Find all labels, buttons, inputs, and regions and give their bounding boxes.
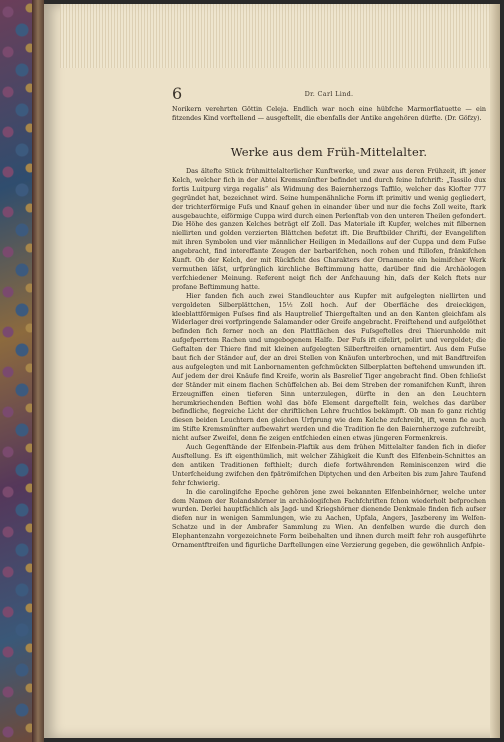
intro-paragraph: Norikern verehrten Göttin Celeja. Endlich war noch eine hübfche Marmorflatuette — ein fitzendes Kind vorftellend — ausgeftellt, die ebenfalls der Antike angehören dürfte. (Dr. Göfzy). (172, 105, 486, 122)
page-header (172, 86, 486, 102)
binding-spine-edge (32, 0, 44, 742)
page-stack-edges (60, 4, 496, 68)
paragraph-elfenbein: Auch Gegenftände der Elfenbein-Plaftik aus dem frühen Mittelalter fanden fich in diefer Ausftellung. Es ift eigenthümlich, mit welcher Zähigkeit die Kunft des Elfenbein-Schnittes an den antiken Traditionen fefthielt; durch diefe fortwährenden Reminiscenzen wird die Unterfcheidung zwifchen den fpätrömifchen Diptychen und den Arbeiten bis zum Jahre Taufend fehr fchwierig. (172, 443, 486, 487)
section-title: Werke aus dem Früh-Mittelalter. (230, 145, 428, 159)
paragraph-kelch: Das ältefte Stück frühmittelalterlicher Kunftwerke, und zwar aus deren Frühzeit, ift jener Kelch, welcher fich in der Abtei Kremsmünfter befindet und durch feine Infchrift: „Tassilo dux fortis Luitpurg virga regalis“ als Widmung des Baiernherzogs Taffilo, welcher das Klofter 777 gegründet hat, bezeichnet wird. Seine humpenähnliche Form ift primitiv und wenig gegliedert, der trichterförmige Fuſs und Knauf gehen in einander über und nur die fechs Zoll weite, ftark ausgebauchte, eiförmige Cuppa wird durch einen Perlenftab von den unteren Theilen gefondert. Die Höhe des ganzen Kelches beträgt elf Zoll. Das Materiale ift Kupfer, welches mit filbernen niellirten und golden verzierten Blättchen befetzt ift. Die Bruftbilder Chrifti, der Evangeliften mit ihren Symbolen und vier männlicher Heiligen in Medaillons auf der Cuppa und dem Fuſse angebracht, find intereffante Zeugen der barbarifchen, noch rohen und ftillofen, fränkifchen Kunft. Ob der Kelch, der mit Rückficht des Charakters der Ornamente ein heimifcher Werk vermuthen läſst, urfprünglich kirchliche Beftimmung hatte, darüber find die Archäologen verfchiedener Meinung. Referent neigt fich der Anfchauung hin, daſs der Kelch ftets nur profane Beftimmung hatte. (172, 167, 486, 291)
running-head: Dr. Carl Lind. (304, 90, 354, 98)
page-number: 6 (172, 84, 183, 103)
paragraph-standleuchter: Hier fanden fich auch zwei Standleuchter aus Kupfer mit aufgelegten niellirten und vergoldeten Silberplättchen, 15½ Zoll hoch. Auf der Oberfläche des dreieckigen, kleeblattförmigen Fuſses find als Hauptrelief Thiergeftalten und an den Kanten gleichfam als Widerlager drei vorfpringende Salamander oder Greife angebracht. Freiftehend und aufgelöthet befinden fich ferner noch an den Plattflächen des Fuſsgeftelles drei Thierunholde mit aufgefperrtem Rachen und umgebogenem Halfe. Der Fuſs ift cifelirt, polirt und vergoldet; die Geftalten der Thiere find mit kleinen aufgelegten Silberftreifen ornamentirt. Aus dem Fuſse baut fich der Ständer auf, der an drei Stellen von Knäufen unterbrochen, und mit Bandftreifen aus aufgelegten und mit Lanbornamenten gefchmückten Silberplatten beftehend umwunden ift. Auf jedem der drei Knäufe find Kreife, worin als Basrelief Tiger angebracht find. Oben fchlieſst der Ständer mit einem flachen Schüffelchen ab. Bei dem Streben der romanifchen Kunft, ihren Erzeugniffen einen tieferen Sinn unterzulegen, dürfte in den an den Leuchtern herumkriechenden Beftien wohl das böfe Element dargeftellt fein, welches das darüber befindliche, fiegreiche Licht der chriftlichen Lehre fruchtlos bekämpft. Ob man fo ganz richtig diesen beiden Leuchtern den gleichen Urfprung wie dem Kelche zufchreibt, ift, wenn fie auch im Stifte Kremsmünfter aufbewahrt werden und die Tradition fie den Baiernherzoge zufchreibt, nicht aufser Zweifel, denn fie zeigen entfchieden einen etwas jüngeren Formenkreis. (172, 291, 486, 443)
paragraph-rolandshoerner: In die carolingifche Epoche gehören jene zwei bekannten Elfenbeinhörner, welche unter dem Namen der Rolandshörner in archäologifchen Fachfchriften fchon wiederholt befprochen wurden. Derlei hauptfächlich als Jagd- und Kriegshörner dienende Denkmale finden fich aufser diefen nur in wenigen Sammlungen, wie zu Aachen, Upfala, Angers, Jaszbereny im Welfen-Schatze und in der Ambrafer Sammlung zu Wien. An denfelben wurde die durch den Elephantenzahn vorgezeichnete Form beibehalten und ihnen durch meift fehr roh ausgeführte Ornamentftreifen und figurliche Darftellungen eine Verzierung gegeben, die gewöhnlich Anfpie- (172, 487, 486, 550)
page-right-edge (490, 4, 500, 738)
body-text (172, 167, 486, 550)
